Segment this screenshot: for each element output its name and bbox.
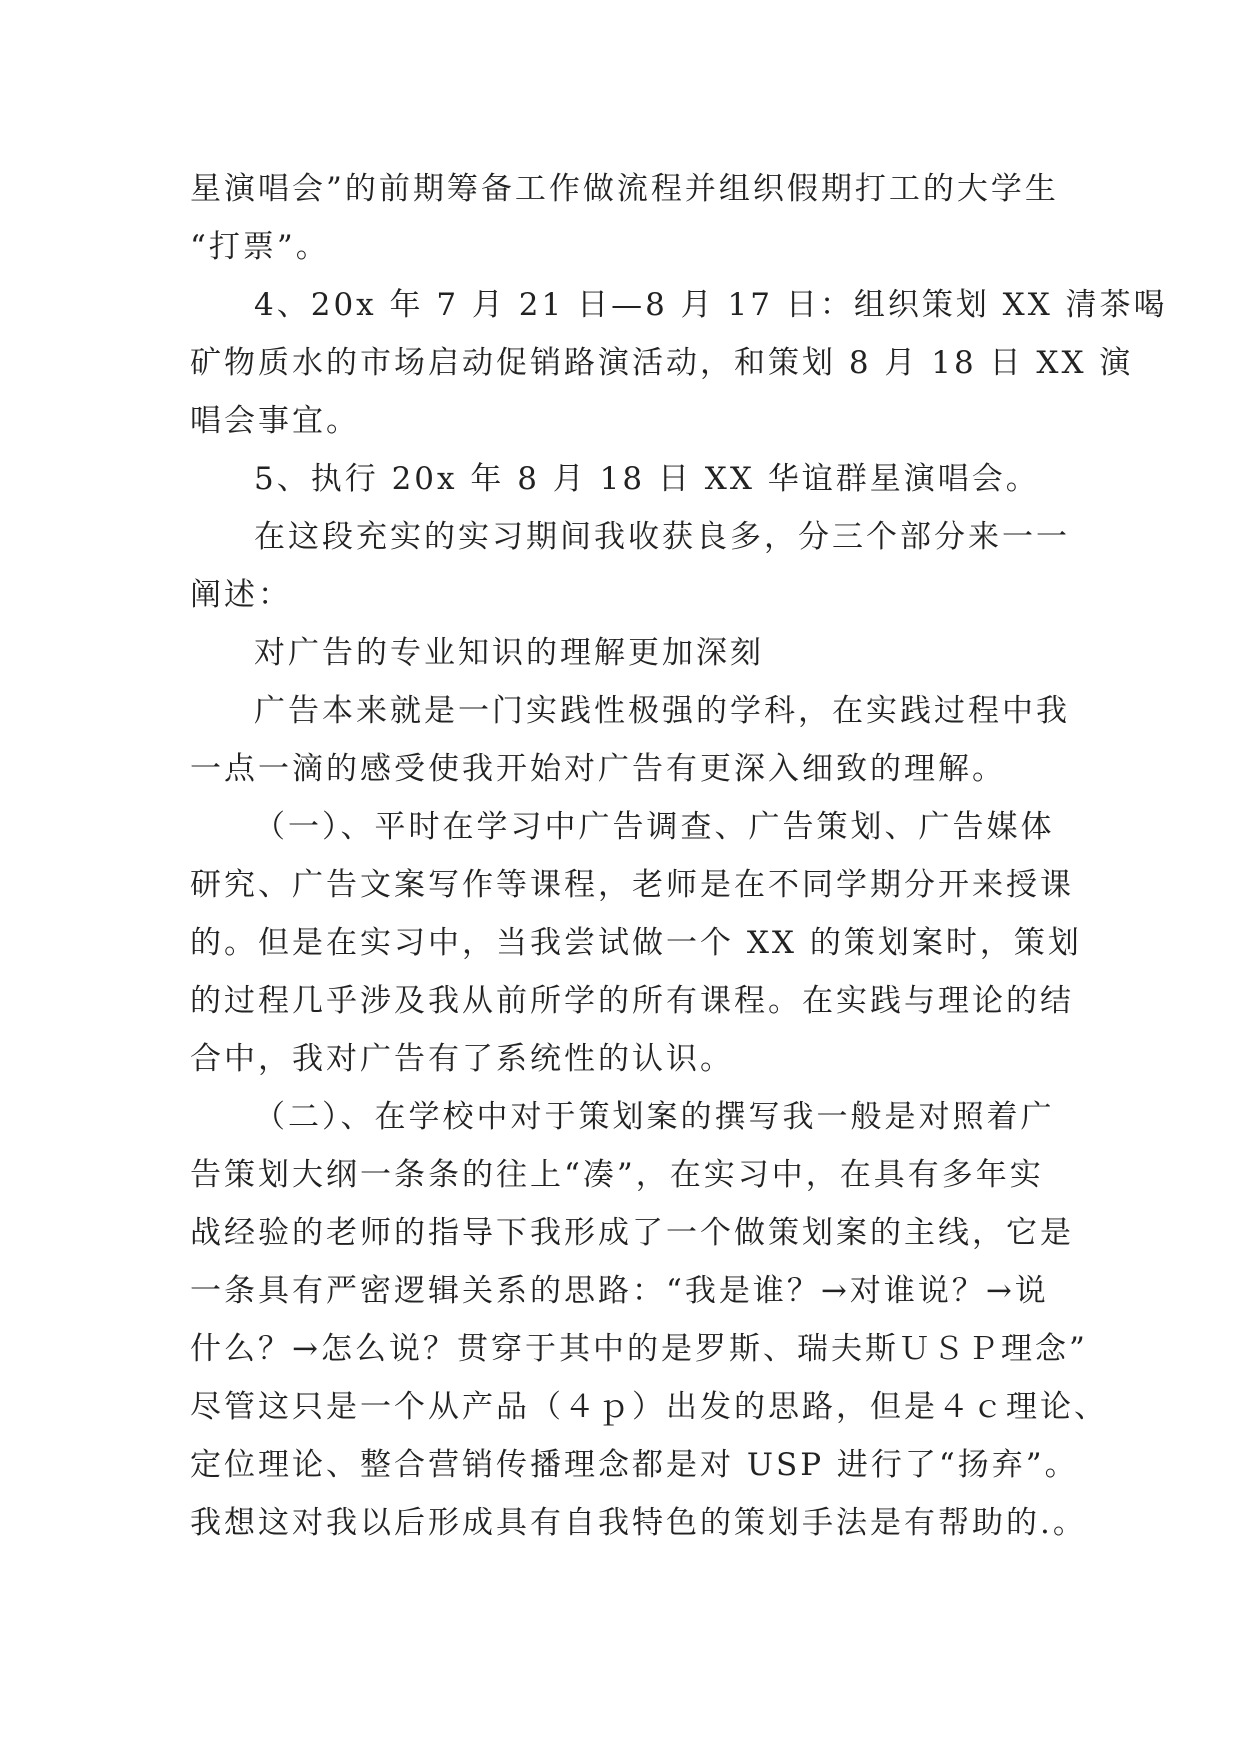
text-line: 矿物质水的市场启动促销路演活动，和策划 8 月 18 日 XX 演	[190, 345, 1134, 381]
text-line: 4、20x 年 7 月 21 日—8 月 17 日：组织策划 XX 清茶喝	[254, 287, 1168, 323]
text-line: 唱会事宜。	[190, 403, 360, 439]
text-line: （二）、在学校中对于策划案的撰写我一般是对照着广	[254, 1099, 1055, 1135]
text-line: 的过程几乎涉及我从前所学的所有课程。在实践与理论的结	[190, 983, 1074, 1019]
section-heading: 对广告的专业知识的理解更加深刻	[254, 635, 764, 671]
document-body	[190, 160, 1168, 1552]
text-line: 一条具有严密逻辑关系的思路：“我是谁？→对谁说？→说	[190, 1273, 1049, 1309]
text-line: “打票”。	[190, 229, 330, 265]
text-line: 在这段充实的实习期间我收获良多，分三个部分来一一	[254, 519, 1070, 555]
text-line: 定位理论、整合营销传播理念都是对 USP 进行了“扬弃”。	[190, 1447, 1079, 1483]
text-line: 阐述：	[190, 577, 292, 613]
text-line: 告策划大纲一条条的往上“凑”，在实习中，在具有多年实	[190, 1157, 1044, 1193]
text-line: 研究、广告文案写作等课程，老师是在不同学期分开来授课	[190, 867, 1074, 903]
text-line: （一）、平时在学习中广告调查、广告策划、广告媒体	[254, 809, 1055, 845]
text-line: 的。但是在实习中，当我尝试做一个 XX 的策划案时，策划	[190, 925, 1082, 961]
text-line: 5、执行 20x 年 8 月 18 日 XX 华谊群星演唱会。	[254, 461, 1040, 497]
text-line: 广告本来就是一门实践性极强的学科，在实践过程中我	[254, 693, 1070, 729]
text-line: 一点一滴的感受使我开始对广告有更深入细致的理解。	[190, 751, 1006, 787]
text-line: 尽管这只是一个从产品（４ｐ）出发的思路，但是４ｃ理论、	[190, 1389, 1108, 1425]
text-line: 战经验的老师的指导下我形成了一个做策划案的主线，它是	[190, 1215, 1074, 1251]
text-line: 合中，我对广告有了系统性的认识。	[190, 1041, 734, 1077]
text-line: 我想这对我以后形成具有自我特色的策划手法是有帮助的.。	[190, 1505, 1087, 1541]
text-line: 星演唱会”的前期筹备工作做流程并组织假期打工的大学生	[190, 171, 1059, 207]
text-line: 什么？→怎么说？贯穿于其中的是罗斯、瑞夫斯ＵＳＰ理念”	[190, 1331, 1088, 1367]
